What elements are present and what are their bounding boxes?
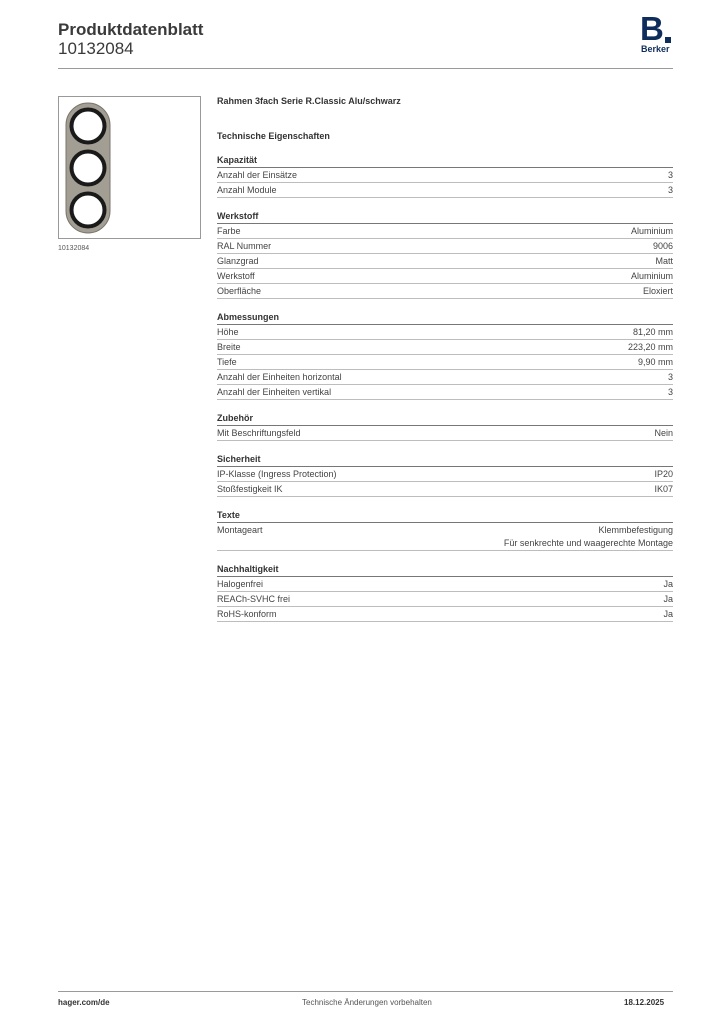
section [217, 412, 673, 441]
property-value-line: Klemmbefestigung [598, 525, 673, 535]
property-value [668, 386, 673, 399]
property-value-line: 9,90 mm [637, 357, 673, 367]
section-title: Kapazität [217, 154, 673, 168]
property-row [217, 284, 673, 299]
section-title: Abmessungen [217, 311, 673, 325]
property-row [217, 340, 673, 355]
property-value [654, 483, 673, 496]
logo-dot [665, 37, 671, 43]
property-value [663, 593, 673, 606]
property-value-line: 3 [667, 372, 673, 382]
section [217, 563, 673, 622]
property-row [217, 355, 673, 370]
footer-notice: Technische Änderungen vorbehalten [302, 998, 432, 1007]
property-value-line: 81,20 mm [632, 327, 673, 337]
property-label: IP-Klasse (Ingress Protection) [217, 469, 337, 479]
property-label: REACh-SVHC frei [217, 594, 291, 604]
section-title: Nachhaltigkeit [217, 563, 673, 577]
section [217, 154, 673, 198]
property-label: Anzahl der Einsätze [217, 170, 298, 180]
property-value-line: 223,20 mm [627, 342, 673, 352]
footer-date: 18.12.2025 [624, 998, 665, 1007]
property-row [217, 592, 673, 607]
property-value [631, 270, 673, 283]
property-value-line: IK07 [654, 484, 673, 494]
section [217, 453, 673, 497]
section [217, 509, 673, 551]
property-value-line: Ja [663, 609, 673, 619]
footer-divider [58, 991, 673, 992]
article-number: 10132084 [58, 39, 134, 58]
property-value [654, 427, 673, 440]
property-value [633, 326, 673, 339]
property-label: Mit Beschriftungsfeld [217, 428, 301, 438]
property-label: Montageart [217, 525, 263, 535]
property-value-line: Matt [655, 256, 673, 266]
property-label: Breite [217, 342, 241, 352]
frame-ring-1 [72, 110, 105, 143]
property-label: Höhe [217, 327, 239, 337]
property-value [504, 524, 673, 550]
image-caption: 10132084 [58, 245, 90, 252]
property-value [643, 285, 673, 298]
property-value [653, 240, 673, 253]
property-row [217, 269, 673, 284]
property-label: Farbe [217, 226, 241, 236]
property-value-line: Aluminium [630, 271, 673, 281]
section-title: Texte [217, 509, 673, 523]
property-value [655, 255, 673, 268]
property-row [217, 254, 673, 269]
footer-website[interactable]: hager.com/de [58, 998, 110, 1007]
property-label: Werkstoff [217, 271, 255, 281]
property-sections [217, 154, 673, 622]
logo-letter: B [640, 10, 664, 47]
property-label: Tiefe [217, 357, 237, 367]
property-value-line: Ja [663, 594, 673, 604]
property-label: RAL Nummer [217, 241, 272, 251]
property-value [668, 371, 673, 384]
property-value-line: 3 [667, 387, 673, 397]
header-divider [58, 68, 673, 69]
section-title: Sicherheit [217, 453, 673, 467]
frame-ring-2 [72, 152, 105, 185]
property-row [217, 577, 673, 592]
property-row [217, 607, 673, 622]
frame-illustration [59, 97, 200, 238]
property-row [217, 482, 673, 497]
property-row [217, 183, 673, 198]
property-value [663, 608, 673, 621]
technical-properties-heading: Technische Eigenschaften [217, 131, 330, 141]
product-image [58, 96, 201, 239]
section-title: Werkstoff [217, 210, 673, 224]
property-value [628, 341, 673, 354]
datasheet-content [217, 96, 673, 622]
property-row [217, 224, 673, 239]
berker-logo [640, 10, 674, 56]
property-value-line: 9006 [652, 241, 673, 251]
property-value [668, 184, 673, 197]
property-value-line: 3 [667, 185, 673, 195]
property-row [217, 239, 673, 254]
property-label: Anzahl der Einheiten horizontal [217, 372, 342, 382]
property-value [654, 468, 673, 481]
logo-text: Berker [641, 44, 670, 54]
property-label: Oberfläche [217, 286, 262, 296]
property-value-line: 3 [667, 170, 673, 180]
property-row [217, 325, 673, 340]
property-value-line: Für senkrechte und waagerechte Montage [503, 538, 673, 548]
property-value [663, 578, 673, 591]
property-row [217, 168, 673, 183]
section [217, 311, 673, 400]
property-row [217, 385, 673, 400]
section [217, 210, 673, 299]
property-value [631, 225, 673, 238]
property-row [217, 370, 673, 385]
property-value-line: Nein [654, 428, 673, 438]
product-title: Rahmen 3fach Serie R.Classic Alu/schwarz [217, 96, 401, 106]
page-title: Produktdatenblatt [58, 20, 204, 39]
frame-ring-3 [72, 194, 105, 227]
property-row [217, 426, 673, 441]
property-value-line: IP20 [654, 469, 673, 479]
property-row [217, 467, 673, 482]
property-label: Glanzgrad [217, 256, 259, 266]
property-value-line: Aluminium [630, 226, 673, 236]
property-row [217, 523, 673, 551]
property-label: Anzahl Module [217, 185, 277, 195]
property-label: Halogenfrei [217, 579, 264, 589]
property-label: Anzahl der Einheiten vertikal [217, 387, 332, 397]
property-value [668, 169, 673, 182]
property-label: RoHS-konform [217, 609, 277, 619]
section-title: Zubehör [217, 412, 673, 426]
property-value-line: Ja [663, 579, 673, 589]
property-label: Stoßfestigkeit IK [217, 484, 283, 494]
property-value-line: Eloxiert [642, 286, 673, 296]
property-value [638, 356, 673, 369]
